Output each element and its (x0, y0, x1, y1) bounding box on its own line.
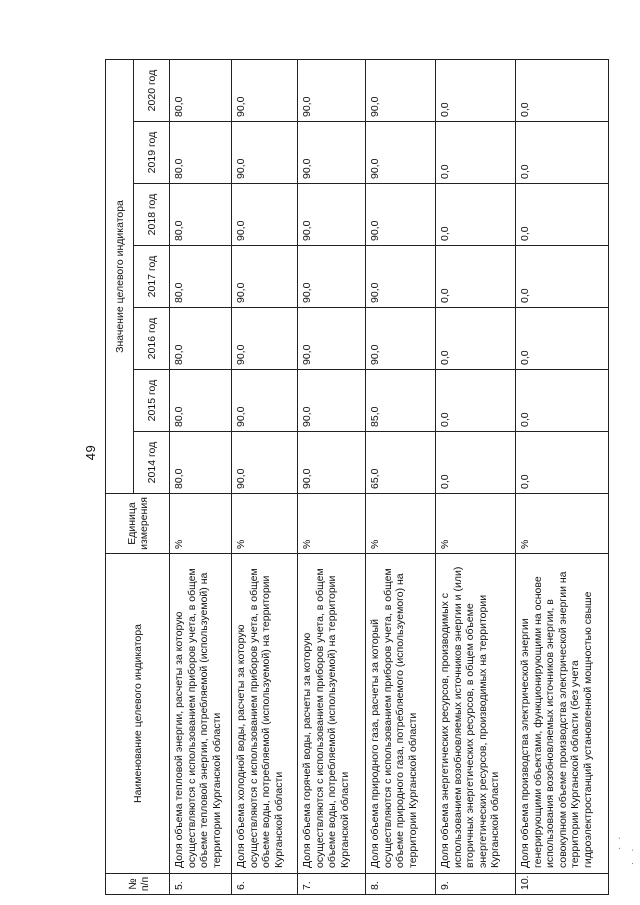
value-cell: 90,0 (298, 370, 366, 432)
indicator-name: Доля объема производства электрической энергии генерирующими объектами, функционирующими на основе использования возобновляемых источников энергии, в совокупном объеме производства электрической энергии на территории Курганской области (без учета гидроэлектростанций установленной мощностью свыше (516, 554, 609, 874)
header-values: Значение целевого индикатора (106, 59, 134, 493)
value-cell: 0,0 (436, 122, 516, 184)
value-cell: 0,0 (436, 59, 516, 121)
header-unit: Единица измерения (106, 494, 170, 554)
value-cell: 90,0 (366, 246, 436, 308)
value-cell: 65,0 (366, 432, 436, 494)
value-cell: 80,0 (170, 432, 232, 494)
value-cell: 90,0 (298, 184, 366, 246)
table-row (436, 59, 516, 894)
header-year: 2017 год (134, 246, 170, 308)
value-cell: 0,0 (516, 122, 609, 184)
row-number: 8. (366, 874, 436, 895)
scan-dots: · · (614, 834, 625, 850)
value-cell: 80,0 (170, 370, 232, 432)
indicator-name: Доля объема тепловой энергии, расчеты за которую осуществляются с использованием приборов учета, в общем объеме тепловой энергии, потребляемой (используемой) на территории Курганской области (170, 554, 232, 874)
value-cell: 0,0 (516, 370, 609, 432)
header-year: 2020 год (134, 59, 170, 121)
unit-value: % (232, 494, 298, 554)
value-cell: 90,0 (232, 184, 298, 246)
header-year: 2019 год (134, 122, 170, 184)
unit-value: % (366, 494, 436, 554)
table-row (366, 59, 436, 894)
indicator-name: Доля объема природного газа, расчеты за который осуществляются с использованием приборов учета, в общем объеме природного газа, потребляемого (используемого) на территории Курганской области (366, 554, 436, 874)
value-cell: 90,0 (232, 370, 298, 432)
row-number: 10. (516, 874, 609, 895)
value-cell: 90,0 (232, 59, 298, 121)
row-number: 9. (436, 874, 516, 895)
value-cell: 80,0 (170, 246, 232, 308)
value-cell: 90,0 (232, 246, 298, 308)
value-cell: 0,0 (516, 59, 609, 121)
value-cell: 0,0 (436, 184, 516, 246)
value-cell: 80,0 (170, 122, 232, 184)
value-cell: 0,0 (516, 432, 609, 494)
value-cell: 90,0 (366, 184, 436, 246)
value-cell: 90,0 (298, 122, 366, 184)
header-year: 2018 год (134, 184, 170, 246)
table-row (516, 59, 609, 894)
scan-dots: . . (625, 844, 636, 865)
row-number: 7. (298, 874, 366, 895)
indicator-name: Доля объема энергетических ресурсов, производимых с использованием возобновляемых источников энергии и (или) вторичных энергетических ресурсов, в общем объеме энергетических ресурсов, производимых на территории Курганской области (436, 554, 516, 874)
value-cell: 90,0 (298, 432, 366, 494)
value-cell: 80,0 (170, 308, 232, 370)
value-cell: 90,0 (298, 308, 366, 370)
value-cell: 90,0 (366, 59, 436, 121)
indicator-name: Доля объема холодной воды, расчеты за которую осуществляются с использованием приборов учета, в общем объеме воды, потребляемой (используемой) на территории Курганской области (232, 554, 298, 874)
value-cell: 85,0 (366, 370, 436, 432)
row-number: 6. (232, 874, 298, 895)
value-cell: 90,0 (232, 308, 298, 370)
unit-value: % (516, 494, 609, 554)
row-number: 5. (170, 874, 232, 895)
header-year: 2015 год (134, 370, 170, 432)
header-year: 2016 год (134, 308, 170, 370)
value-cell: 90,0 (298, 246, 366, 308)
header-name: Наименование целевого индикатора (106, 554, 170, 874)
value-cell: 0,0 (436, 432, 516, 494)
table-row (232, 59, 298, 894)
value-cell: 0,0 (516, 308, 609, 370)
value-cell: 80,0 (170, 59, 232, 121)
value-cell: 0,0 (436, 246, 516, 308)
value-cell: 90,0 (366, 308, 436, 370)
value-cell: 0,0 (436, 308, 516, 370)
value-cell: 90,0 (232, 122, 298, 184)
value-cell: 80,0 (170, 184, 232, 246)
value-cell: 0,0 (516, 246, 609, 308)
value-cell: 90,0 (366, 122, 436, 184)
value-cell: 0,0 (516, 184, 609, 246)
indicator-table (105, 59, 609, 895)
table-row (298, 59, 366, 894)
unit-value: % (170, 494, 232, 554)
value-cell: 0,0 (436, 370, 516, 432)
header-year: 2014 год (134, 432, 170, 494)
header-num: № п/п (106, 874, 170, 895)
unit-value: % (436, 494, 516, 554)
page-number: 49 (83, 444, 98, 461)
value-cell: 90,0 (298, 59, 366, 121)
unit-value: % (298, 494, 366, 554)
value-cell: 90,0 (232, 432, 298, 494)
table-row (170, 59, 232, 894)
indicator-name: Доля объема горячей воды, расчеты за которую осуществляются с использованием приборов учета, в общем объеме воды, потребляемой (используемой) на территории Курганской области (298, 554, 366, 874)
